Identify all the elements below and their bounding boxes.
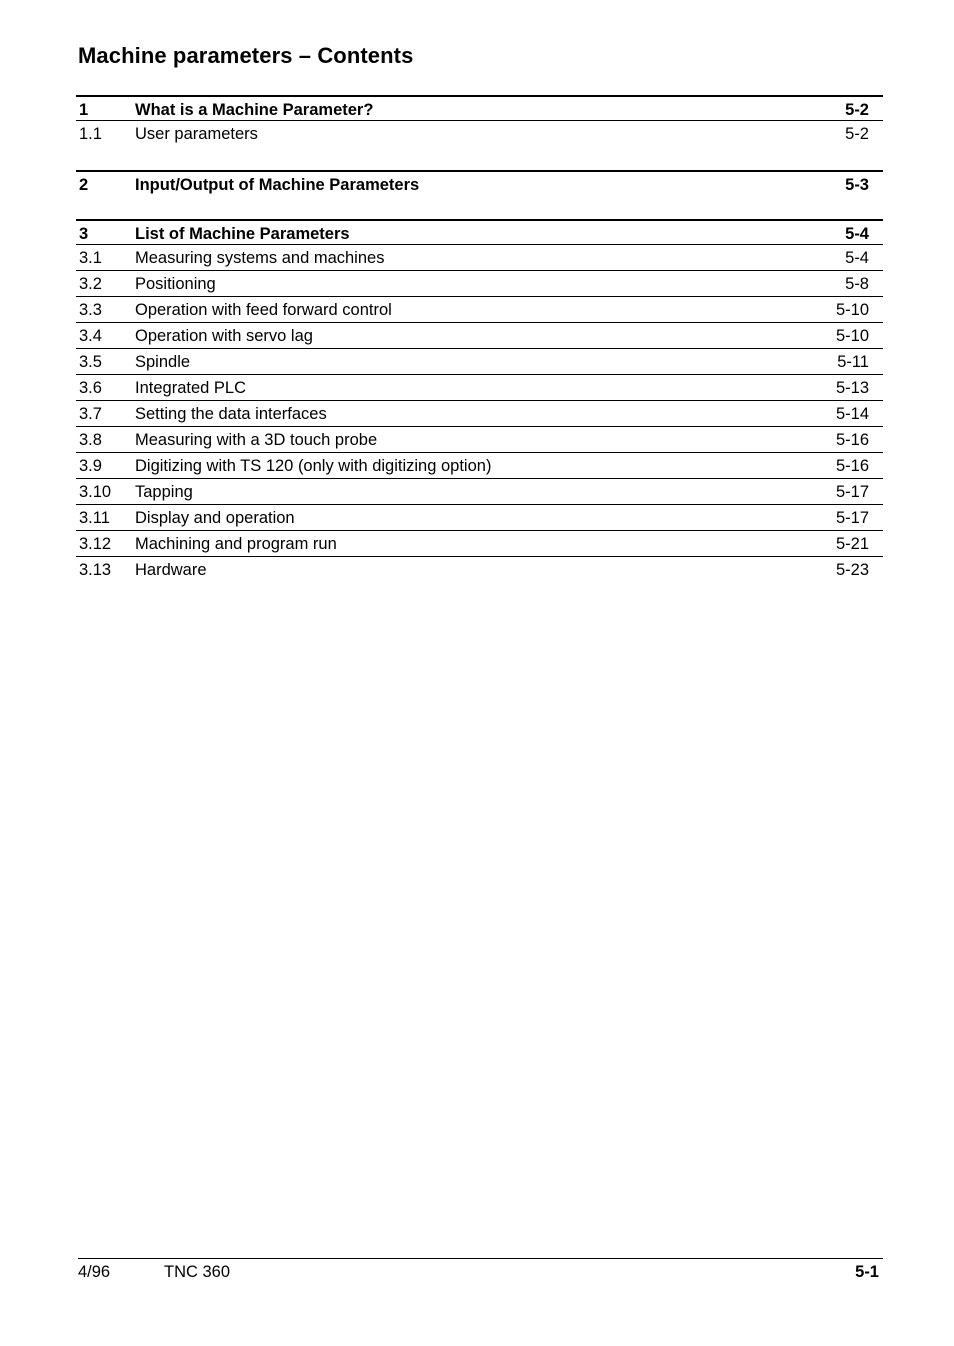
- entry-title: Operation with servo lag: [135, 327, 313, 345]
- entry-number: 3.13: [79, 561, 112, 579]
- entry-title: Spindle: [135, 353, 191, 371]
- toc-entry[interactable]: [76, 375, 883, 401]
- entry-number: 3.4: [79, 327, 102, 345]
- toc-section-heading[interactable]: [76, 95, 883, 121]
- section-page: 5-4: [845, 225, 869, 243]
- toc-entry[interactable]: [76, 427, 883, 453]
- entry-title: Measuring with a 3D touch probe: [135, 431, 378, 449]
- section-page: 5-3: [845, 176, 869, 194]
- section-title: What is a Machine Parameter?: [135, 101, 374, 119]
- section-number: 2: [79, 176, 89, 194]
- entry-title: Operation with feed forward control: [135, 301, 392, 319]
- toc-entry[interactable]: [76, 479, 883, 505]
- entry-number: 3.1: [79, 249, 102, 267]
- section-title: Input/Output of Machine Parameters: [135, 176, 420, 194]
- toc-section-heading[interactable]: [76, 170, 883, 196]
- section-spacer: [76, 147, 883, 170]
- toc-entry[interactable]: [76, 271, 883, 297]
- entry-number: 3.8: [79, 431, 102, 449]
- section-spacer: [76, 196, 883, 219]
- section-title: List of Machine Parameters: [135, 225, 350, 243]
- entry-title: Machining and program run: [135, 535, 337, 553]
- entry-title: Setting the data interfaces: [135, 405, 327, 423]
- entry-title: Tapping: [135, 483, 193, 501]
- entry-number: 3.12: [79, 535, 112, 553]
- toc-entry[interactable]: [76, 557, 883, 583]
- entry-title: Measuring systems and machines: [135, 249, 385, 267]
- entry-title: Digitizing with TS 120 (only with digitizing option): [135, 457, 492, 475]
- entry-number: 3.10: [79, 483, 112, 501]
- footer-date: 4/96: [78, 1263, 111, 1281]
- entry-title: Hardware: [135, 561, 207, 579]
- table-of-contents: [76, 95, 883, 583]
- entry-page: 5-14: [835, 405, 869, 423]
- toc-entry[interactable]: [76, 453, 883, 479]
- entry-page: 5-10: [835, 301, 869, 319]
- toc-entry[interactable]: [76, 323, 883, 349]
- entry-page: 5-8: [845, 275, 869, 293]
- entry-page: 5-13: [835, 379, 869, 397]
- page-title: Machine parameters – Contents: [78, 43, 414, 68]
- toc-entry[interactable]: [76, 505, 883, 531]
- section-page: 5-2: [845, 101, 869, 119]
- toc-section-heading[interactable]: [76, 219, 883, 245]
- page-footer: [78, 1258, 883, 1289]
- entry-number: 3.2: [79, 275, 102, 293]
- toc-entry[interactable]: [76, 531, 883, 557]
- footer-page-number: 5-1: [855, 1263, 879, 1281]
- entry-number: 3.6: [79, 379, 102, 397]
- entry-title: User parameters: [135, 125, 258, 143]
- footer-product: TNC 360: [164, 1263, 231, 1281]
- entry-title: Integrated PLC: [135, 379, 246, 397]
- entry-page: 5-23: [835, 561, 869, 579]
- entry-page: 5-16: [835, 457, 869, 475]
- entry-title: Display and operation: [135, 509, 295, 527]
- entry-page: 5-4: [845, 249, 869, 267]
- entry-number: 3.5: [79, 353, 102, 371]
- section-number: 1: [79, 101, 89, 119]
- entry-page: 5-11: [837, 353, 869, 371]
- entry-number: 1.1: [79, 125, 102, 143]
- entry-number: 3.11: [79, 509, 110, 527]
- toc-entry[interactable]: [76, 245, 883, 271]
- entry-page: 5-10: [835, 327, 869, 345]
- entry-number: 3.3: [79, 301, 102, 319]
- entry-number: 3.9: [79, 457, 102, 475]
- entry-page: 5-21: [835, 535, 869, 553]
- toc-entry[interactable]: [76, 401, 883, 427]
- toc-entry[interactable]: [76, 121, 883, 147]
- entry-title: Positioning: [135, 275, 216, 293]
- entry-page: 5-17: [835, 509, 869, 527]
- entry-page: 5-17: [835, 483, 869, 501]
- entry-page: 5-16: [835, 431, 869, 449]
- section-number: 3: [79, 225, 89, 243]
- entry-number: 3.7: [79, 405, 102, 423]
- entry-page: 5-2: [845, 125, 869, 143]
- toc-entry[interactable]: [76, 349, 883, 375]
- toc-entry[interactable]: [76, 297, 883, 323]
